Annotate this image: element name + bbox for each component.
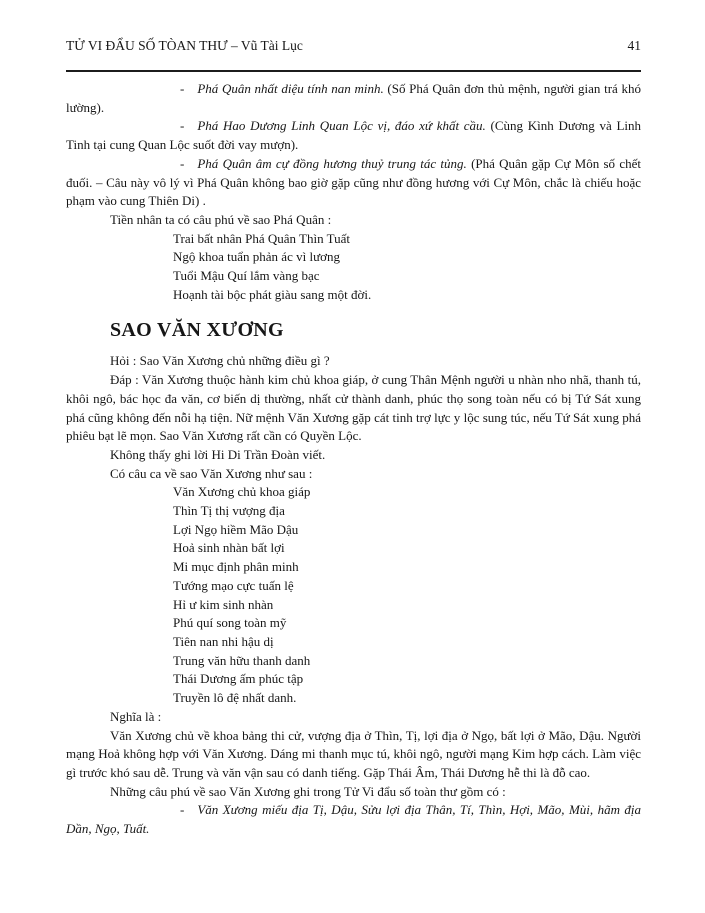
page-number: 41 bbox=[627, 38, 641, 53]
bullet-dash: - bbox=[180, 81, 185, 96]
verse-line: Trung văn hữu thanh danh bbox=[173, 652, 311, 668]
verse-intro: Có câu ca về sao Văn Xương như sau : bbox=[110, 465, 313, 481]
page-content bbox=[0, 72, 705, 839]
bullet-dash: - bbox=[180, 118, 185, 134]
verse-line: Thái Dương ấm phúc tập bbox=[173, 671, 304, 687]
verse-line: Văn Xương chủ khoa giáp bbox=[173, 484, 311, 500]
verse-block bbox=[173, 483, 641, 707]
verse-line: Thìn Tị thị vượng địa bbox=[173, 503, 285, 519]
verse-line: Hoả sinh nhàn bất lợi bbox=[173, 540, 285, 556]
verse-line: Tuổi Mậu Quí lắm vàng bạc bbox=[173, 268, 320, 284]
verse-line: Ngộ khoa tuẩn phản ác vì lương bbox=[173, 249, 340, 265]
phu-gloss: (Số Phá Quân đơn thủ mệnh, người gian trá khó lường). bbox=[66, 81, 642, 115]
note-paragraph: Không thấy ghi lời Hi Di Trần Đoàn viết. bbox=[110, 446, 326, 462]
verse-line: Hỉ ư kim sinh nhàn bbox=[173, 596, 274, 612]
bullet-dash: - bbox=[180, 155, 185, 171]
phu-phrase: Phá Hao Dương Linh Quan Lộc vị, đáo xứ khất cầu. bbox=[197, 118, 486, 134]
running-title: TỬ VI ĐẨU SỐ TÒAN THƯ – Vũ Tài Lục bbox=[66, 38, 303, 53]
phu-gloss: (Cùng Kình Dương và Linh Tinh tại cung Quan Lộc suốt đời vay mượn). bbox=[66, 118, 641, 153]
phu-intro: Những câu phú về sao Văn Xương ghi trong Tử Vi đẩu số toàn thư gồm có : bbox=[110, 783, 506, 799]
verse-line: Hoạnh tài bộc phát giàu sang một đời. bbox=[173, 286, 372, 302]
phu-phrase: Phá Quân âm cự đồng hương thuỷ trung tác tủng. bbox=[197, 155, 467, 171]
verse-line: Mi mục định phân minh bbox=[173, 559, 299, 575]
phu-gloss: (Phá Quân gặp Cự Môn số chết đuối. – Câu này vô lý vì Phá Quân không bao giờ gặp cũng như đồng hương với Cự Môn, chắc là chiếu hoặc phạm vào cung Thiên Di) . bbox=[66, 155, 641, 209]
verse-line: Tướng mạo cực tuấn lệ bbox=[173, 577, 294, 593]
phu-bullet-item bbox=[66, 801, 641, 838]
question-paragraph: Hỏi : Sao Văn Xương chủ những điều gì ? bbox=[110, 353, 330, 369]
bullet-dash: - bbox=[180, 802, 185, 818]
verse-line: Tiên nan nhi hậu dị bbox=[173, 633, 274, 649]
phu-bullet-item bbox=[66, 155, 641, 211]
phu-bullet-item bbox=[66, 117, 641, 154]
verse-line: Trai bất nhân Phá Quân Thìn Tuất bbox=[173, 230, 350, 246]
phu-phrase: Phá Quân nhất diệu tính nan minh. bbox=[197, 81, 384, 96]
section-heading: SAO VĂN XƯƠNG bbox=[110, 319, 284, 342]
verse-line: Truyền lô đệ nhất danh. bbox=[173, 690, 297, 706]
meaning-paragraph: Văn Xương chủ về khoa bảng thi cử, vượng địa ở Thìn, Tị, lợi địa ở Ngọ, bất lợi ở Mão, Dậu. Người mạng Hoả không hợp với Văn Xương. Dáng mi thanh mục tú, khôi ngô, người mạng Kim hợp cách. Làm việc gì trước khó sau dễ. Trung và văn vận sau có danh tiếng. Gặp Thái Âm, Thái Dương hễ thi là đỗ cao. bbox=[66, 727, 641, 780]
verse-intro: Tiền nhân ta có câu phú về sao Phá Quân : bbox=[110, 211, 332, 227]
answer-paragraph: Đáp : Văn Xương thuộc hành kim chủ khoa giáp, ở cung Thân Mệnh người u nhàn nho nhã, thanh tú, khôi ngô, bác học đa văn, cơ biến dị thường, nhất cử thành danh, phúc thọ song toàn nếu có bị Tứ Sát xung phá cũng không đến nỗi hạ tiện. Nữ mệnh Văn Xương gặp cát tinh trợ lực y lộc sung túc, nếu Tứ Sát xung phá phiêu bạt lẽ mọn. Sao Văn Xương rất cần có Quyền Lộc. bbox=[66, 372, 641, 444]
meaning-label: Nghĩa là : bbox=[110, 708, 162, 724]
page-header bbox=[0, 0, 705, 55]
phu-phrase: Văn Xương miếu địa Tị, Dậu, Sửu lợi địa Thân, Tí, Thìn, Hợi, Mão, Mùi, hãm địa Dần, Ngọ, Tuất. bbox=[66, 802, 641, 837]
phu-bullet-item bbox=[66, 80, 641, 117]
verse-line: Lợi Ngọ hiềm Mão Dậu bbox=[173, 521, 299, 537]
verse-block bbox=[173, 230, 641, 305]
verse-line: Phú quí song toàn mỹ bbox=[173, 615, 287, 631]
